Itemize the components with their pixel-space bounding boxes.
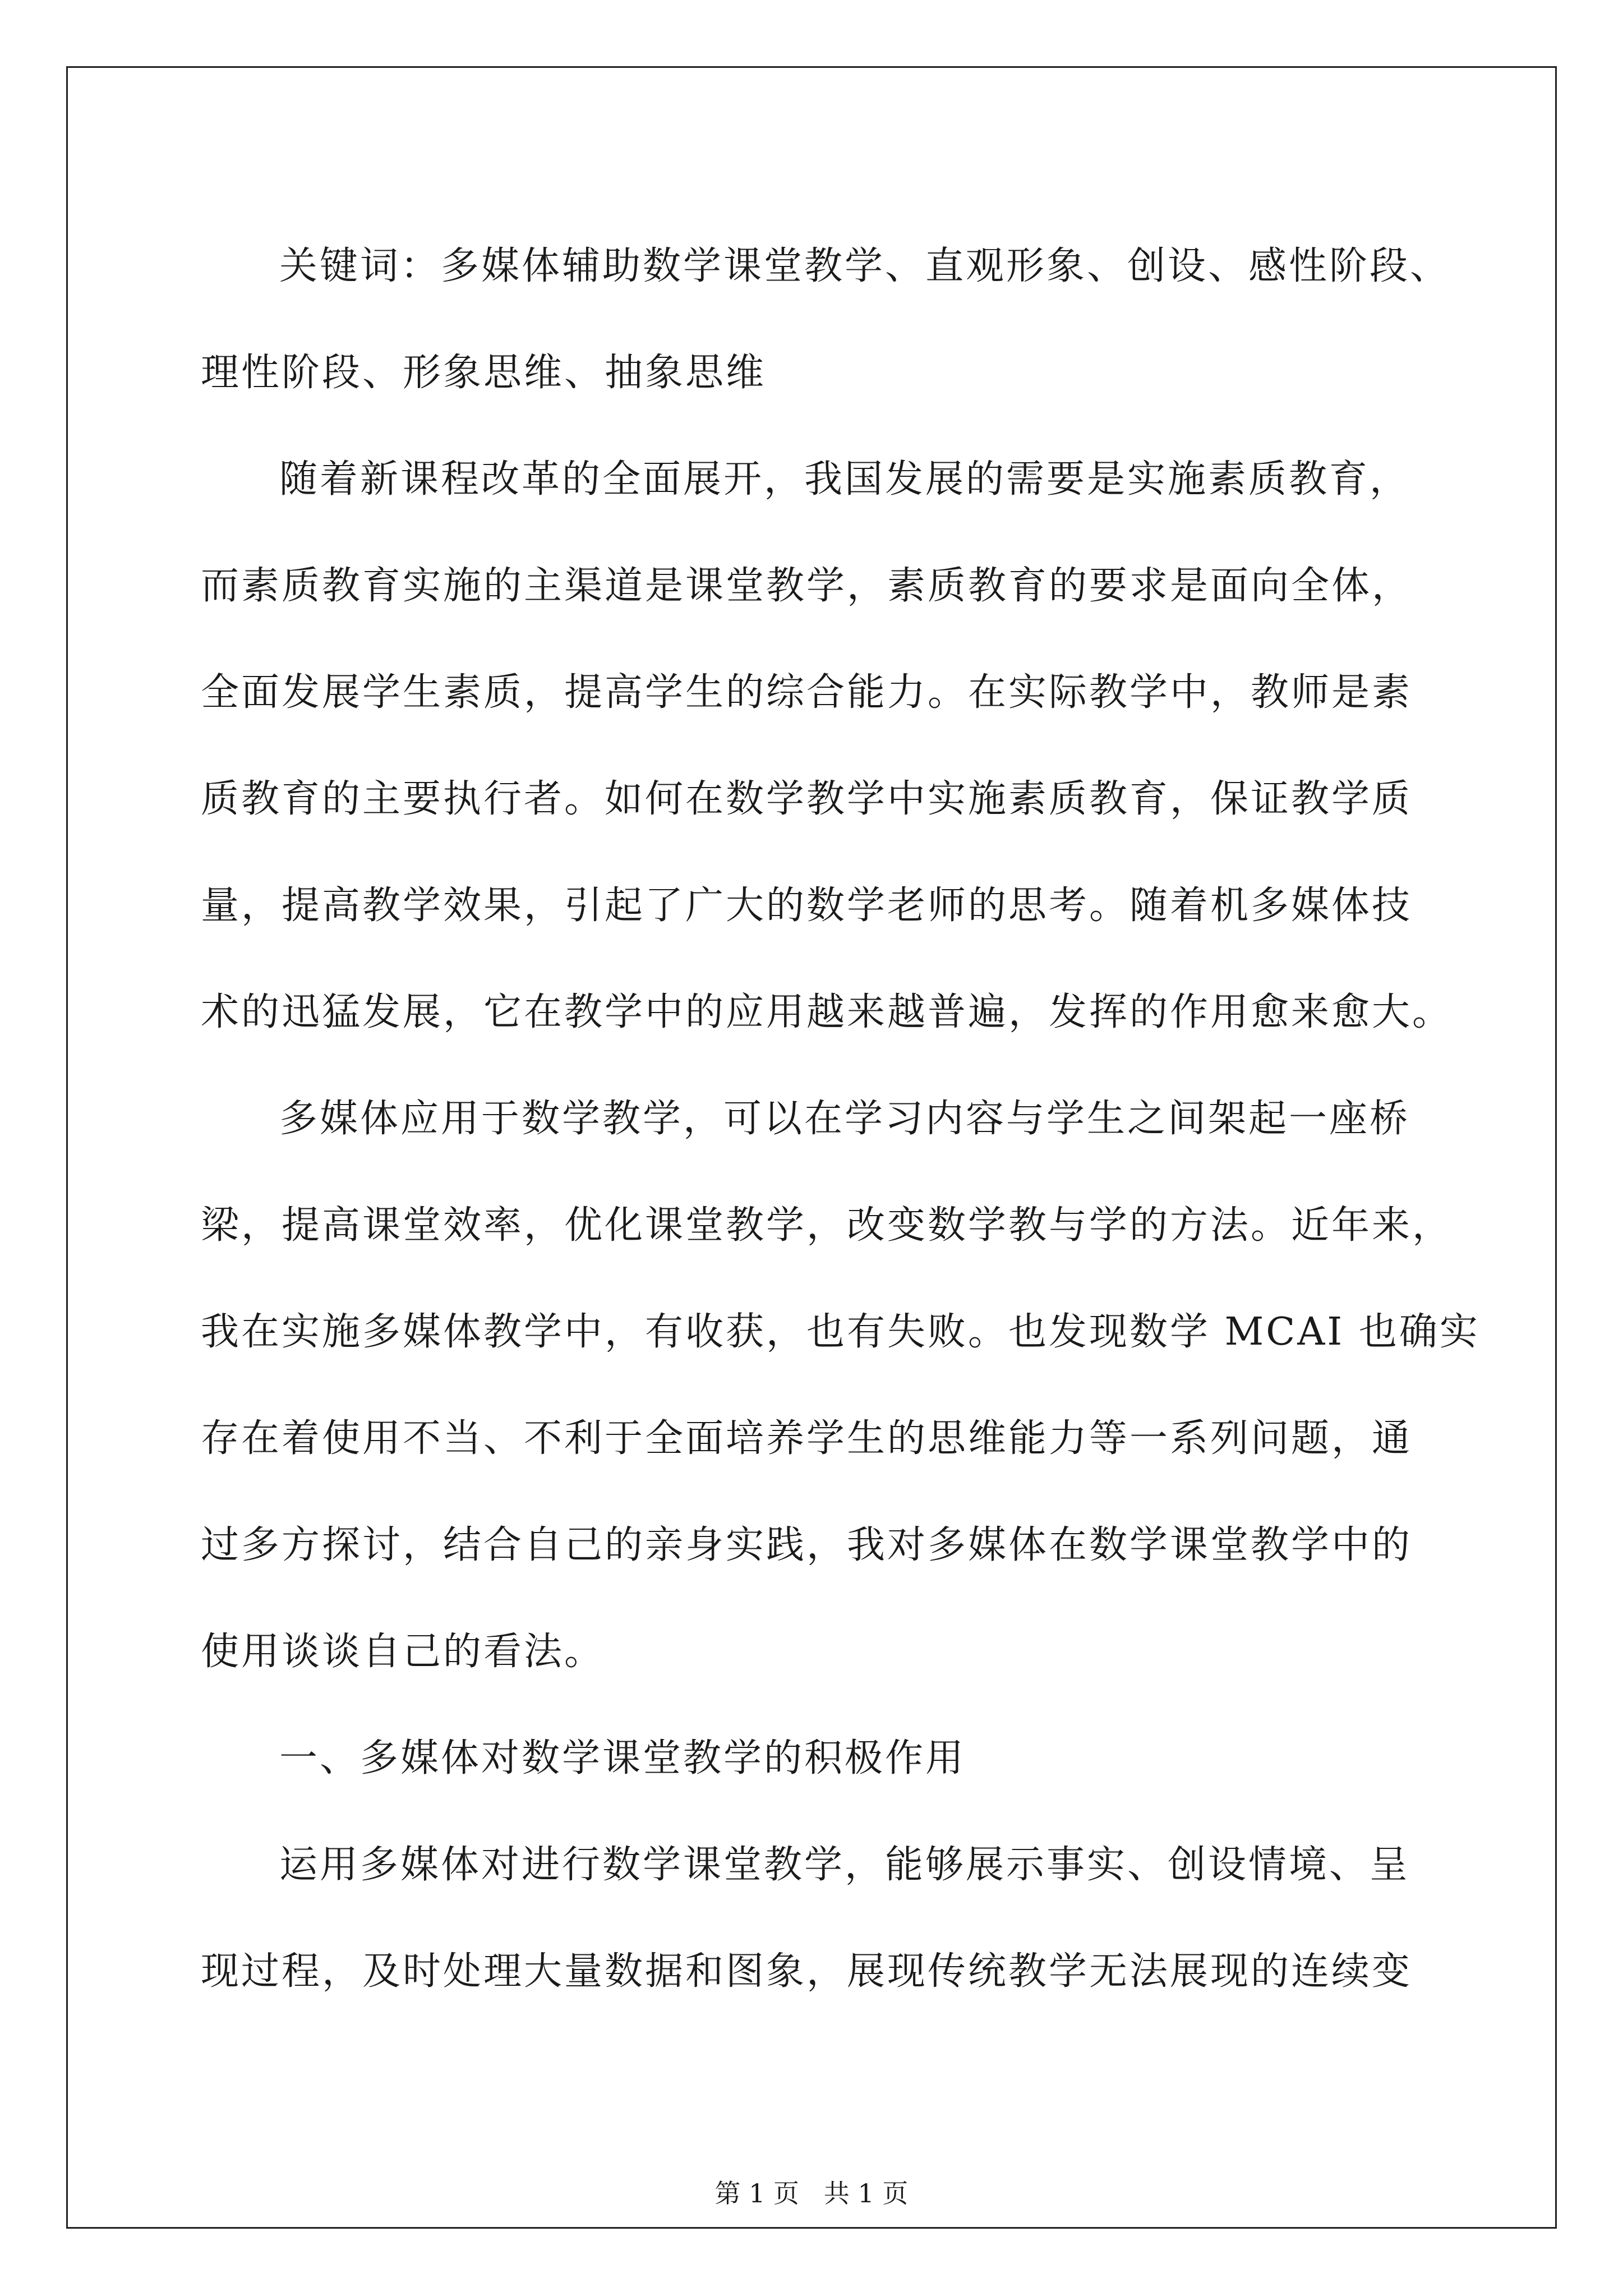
paragraph-2-line-5: 过多方探讨，结合自己的亲身实践，我对多媒体在数学课堂教学中的	[201, 1523, 1413, 1567]
keywords-line-2: 理性阶段、形象思维、抽象思维	[201, 351, 767, 395]
paragraph-1-line-6: 术的迅猛发展，它在教学中的应用越来越普遍，发挥的作用愈来愈大。	[201, 990, 1453, 1034]
document-body	[201, 213, 1480, 2025]
paragraph-2-line-1: 多媒体应用于数学教学，可以在学习内容与学生之间架起一座桥	[279, 1097, 1410, 1141]
section-heading: 一、多媒体对数学课堂教学的积极作用	[279, 1736, 966, 1780]
paragraph-1-line-5: 量，提高教学效果，引起了广大的数学老师的思考。随着机多媒体技	[201, 884, 1413, 928]
paragraph-3-line-1: 运用多媒体对进行数学课堂教学，能够展示事实、创设情境、呈	[279, 1843, 1410, 1887]
paragraph-2-line-3: 我在实施多媒体教学中，有收获，也有失败。也发现数学 MCAI 也确实	[201, 1310, 1480, 1354]
paragraph-2-line-2: 梁，提高课堂效率，优化课堂教学，改变数学教与学的方法。近年来，	[201, 1203, 1453, 1248]
paragraph-2-line-6: 使用谈谈自己的看法。	[201, 1630, 605, 1674]
page-footer: 第 1 页 共 1 页	[714, 2178, 909, 2208]
paragraph-2-line-4: 存在着使用不当、不利于全面培养学生的思维能力等一系列问题，通	[201, 1416, 1413, 1461]
paragraph-1-line-2: 而素质教育实施的主渠道是课堂教学，素质教育的要求是面向全体，	[201, 564, 1413, 608]
paragraph-1-line-4: 质教育的主要执行者。如何在数学教学中实施素质教育，保证教学质	[201, 777, 1413, 821]
paragraph-1-line-3: 全面发展学生素质，提高学生的综合能力。在实际教学中，教师是素	[201, 670, 1413, 715]
paragraph-3-line-2: 现过程，及时处理大量数据和图象，展现传统教学无法展现的连续变	[201, 1949, 1413, 1994]
keywords-line-1: 关键词：多媒体辅助数学课堂教学、直观形象、创设、感性阶段、	[279, 244, 1451, 288]
paragraph-1-line-1: 随着新课程改革的全面展开，我国发展的需要是实施素质教育，	[279, 457, 1410, 501]
